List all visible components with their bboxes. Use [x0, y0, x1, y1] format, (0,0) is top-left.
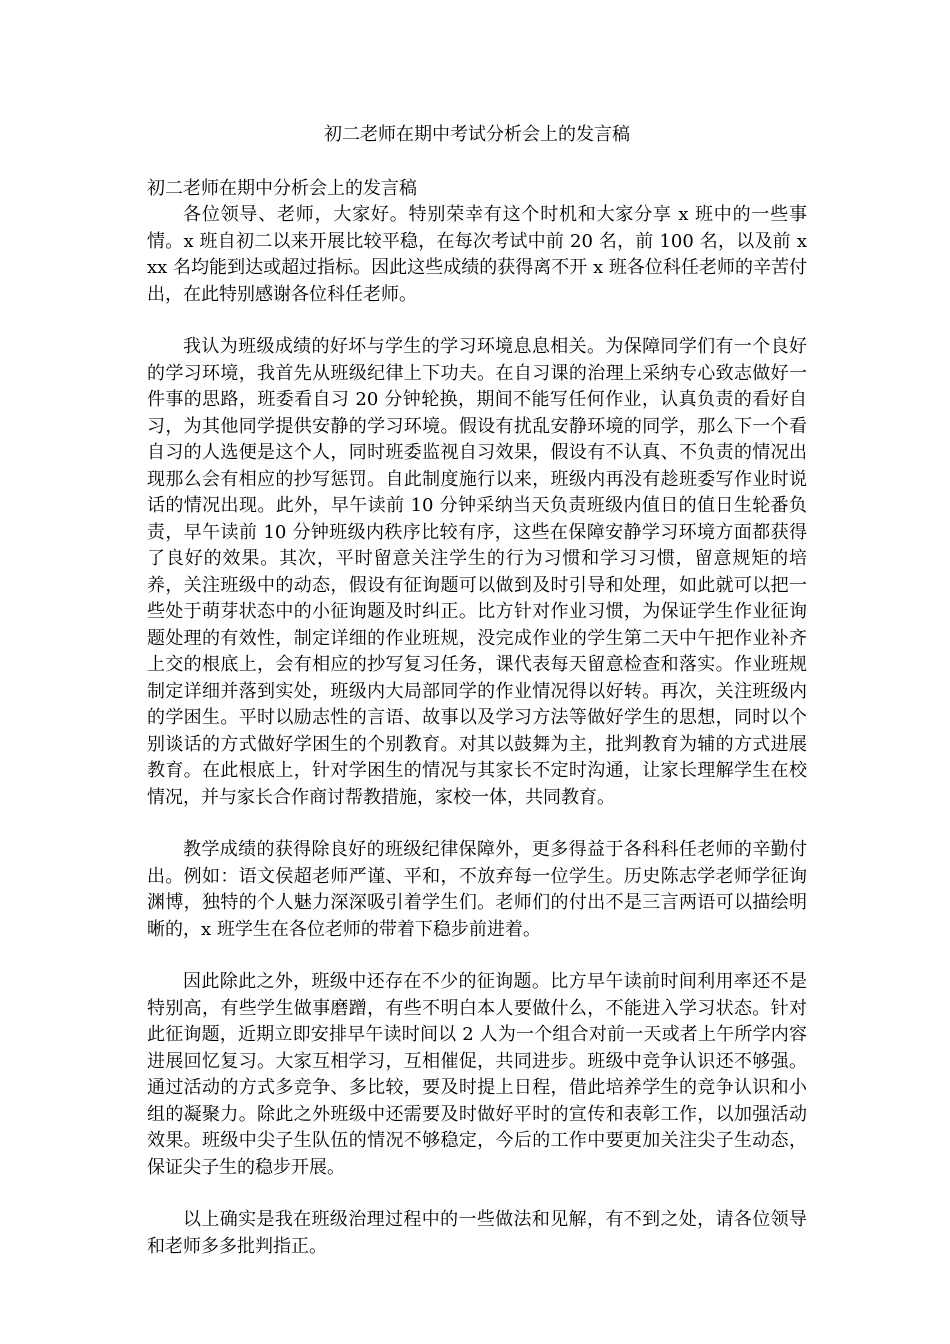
paragraph-problems: 因此除此之外，班级中还存在不少的征询题。比方早午读前时间利用率还不是特别高，有些学生做事磨蹭，有些不明白本人要做什么，不能进入学习状态。针对此征询题，近期立即安排早午读时间以 2 人为一个组合对前一天或者上午所学内容进展回忆复习。大家互相学习，互相催促，共同进步。班级中竞争认识还不够强。通过活动的方式多竞争、多比较，要及时提上日程，借此培养学生的竞争认识和小组的凝聚力。除此之外班级中还需要及时做好平时的宣传和表彰工作，以加强活动效果。班级中尖子生队伍的情况不够稳定，今后的工作中要更加关注尖子生动态，保证尖子生的稳步开展。	[147, 971, 807, 1178]
paragraph-gap	[147, 1181, 807, 1207]
paragraph-gap	[147, 308, 807, 334]
document-subtitle: 初二老师在期中分析会上的发言稿	[147, 178, 417, 199]
paragraph-greeting: 各位领导、老师，大家好。特别荣幸有这个时机和大家分享 x 班中的一些事情。x 班自初二以来开展比较平稳，在每次考试中前 20 名，前 100 名，以及前 xxx 名均能到达或超过指标。因此这些成绩的获得离不开 x 班各位科任老师的辛苦付出，在此特别感谢各位科任老师。	[147, 204, 807, 305]
document-page	[147, 122, 807, 1260]
paragraph-gap	[147, 943, 807, 969]
paragraph-teachers: 教学成绩的获得除良好的班级纪律保障外，更多得益于各科科任老师的辛勤付出。例如：语文侯超老师严谨、平和，不放弃每一位学生。历史陈志学老师学征询渊博，独特的个人魅力深深吸引着学生们。老师们的付出不是三言两语可以描绘明晰的，x 班学生在各位老师的带着下稳步前进着。	[147, 839, 807, 940]
document-title: 初二老师在期中考试分析会上的发言稿	[324, 124, 630, 145]
paragraph-class-discipline: 我认为班级成绩的好坏与学生的学习环境息息相关。为保障同学们有一个良好的学习环境，我首先从班级纪律上下功夫。在自习课的治理上采纳专心致志做好一件事的思路，班委看自习 20 分钟轮换，期间不能写任何作业，认真负责的看好自习，为其他同学提供安静的学习环境。假设有扰乱安静环境的同学，那么下一个看自习的人选便是这个人，同时班委监视自习效果，假设有不认真、不负责的情况出现那么会有相应的抄写惩罚。自此制度施行以来，班级内再没有趁班委写作业时说话的情况出现。此外，早午读前 10 分钟采纳当天负责班级内值日的值日生轮番负责，早午读前 10 分钟班级内秩序比较有序，这些在保障安静学习环境方面都获得了良好的效果。其次，平时留意关注学生的行为习惯和学习习惯，留意规矩的培养，关注班级中的动态，假设有征询题可以做到及时引导和处理，如此就可以把一些处于萌芽状态中的小征询题及时纠正。比方针对作业习惯，为保证学生作业征询题处理的有效性，制定详细的作业班规，没完成作业的学生第二天中午把作业补齐上交的根底上，会有相应的抄写复习任务，课代表每天留意检查和落实。作业班规制定详细并落到实处，班级内大局部同学的作业情况得以好转。再次，关注班级内的学困生。平时以励志性的言语、故事以及学习方法等做好学生的思想，同时以个别谈话的方式做好学困生的个别教育。对其以鼓舞为主，批判教育为辅的方式进展教育。在此根底上，针对学困生的情况与其家长不定时沟通，让家长理解学生在校情况，并与家长合作商讨帮教措施，家校一体，共同教育。	[147, 336, 807, 808]
paragraph-closing: 以上确实是我在班级治理过程中的一些做法和见解，有不到之处，请各位领导和老师多多批判指正。	[147, 1209, 807, 1257]
paragraph-gap	[147, 811, 807, 837]
